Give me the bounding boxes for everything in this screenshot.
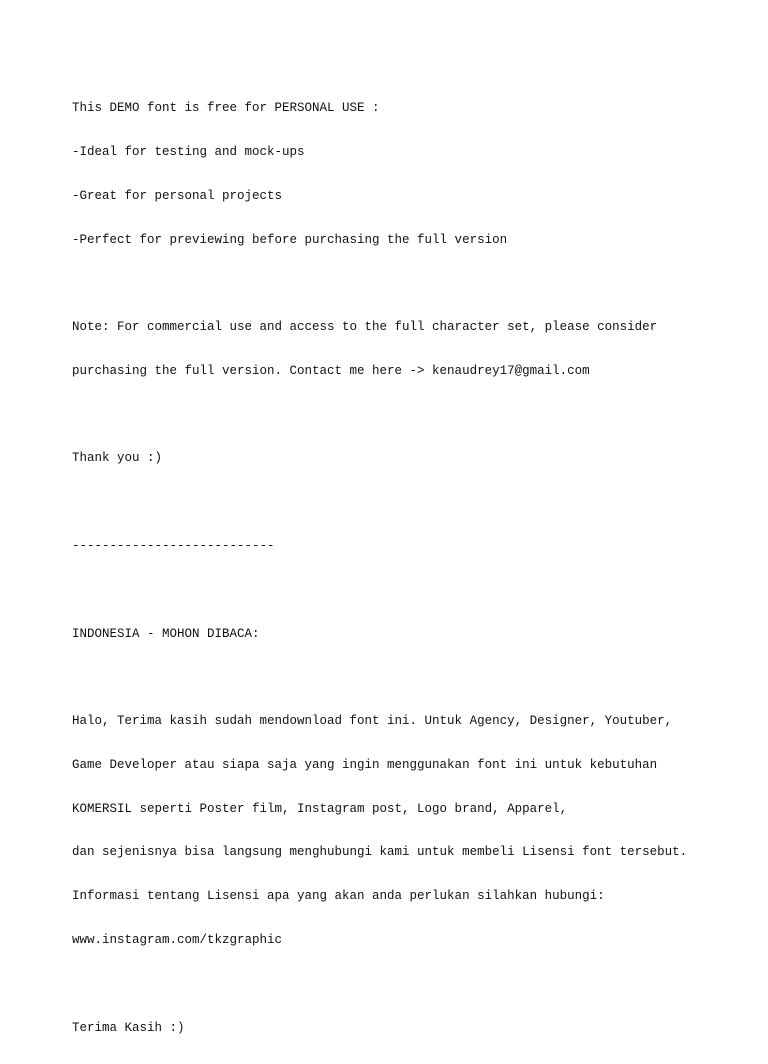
indonesian-body-line: dan sejenisnya bisa langsung menghubungi kami untuk membeli Lisensi font tersebut. bbox=[72, 845, 688, 860]
thanks-line: Thank you :) bbox=[72, 451, 163, 466]
note-line: Note: For commercial use and access to the full character set, please consider bbox=[72, 320, 658, 335]
indonesian-heading: INDONESIA - MOHON DIBACA: bbox=[72, 626, 260, 641]
instagram-link-text: www.instagram.com/tkzgraphic bbox=[72, 933, 283, 948]
bullet-line: -Ideal for testing and mock-ups bbox=[72, 144, 305, 159]
indonesian-body-line: Informasi tentang Lisensi apa yang akan anda perlukan silahkan hubungi: bbox=[72, 889, 605, 904]
intro-line: This DEMO font is free for PERSONAL USE : bbox=[72, 101, 380, 116]
indonesian-body-line: Halo, Terima kasih sudah mendownload font ini. Untuk Agency, Designer, Youtuber, bbox=[72, 714, 673, 729]
bullet-line: -Great for personal projects bbox=[72, 188, 283, 203]
bullet-line: -Perfect for previewing before purchasing the full version bbox=[72, 232, 508, 247]
blank-line bbox=[72, 977, 732, 992]
blank-line bbox=[72, 408, 732, 423]
indonesian-body-line: KOMERSIL seperti Poster film, Instagram post, Logo brand, Apparel, bbox=[72, 801, 568, 816]
note-line: purchasing the full version. Contact me here -> kenaudrey17@gmail.com bbox=[72, 363, 590, 378]
blank-line bbox=[72, 583, 732, 598]
blank-line bbox=[72, 276, 732, 291]
indonesian-thanks-line: Terima Kasih :) bbox=[72, 1020, 185, 1035]
divider-line: --------------------------- bbox=[72, 539, 275, 553]
indonesian-body-line: Game Developer atau siapa saja yang ingin menggunakan font ini untuk kebutuhan bbox=[72, 757, 658, 772]
blank-line bbox=[72, 495, 732, 510]
blank-line bbox=[72, 670, 732, 685]
document-text-block bbox=[72, 72, 732, 1064]
